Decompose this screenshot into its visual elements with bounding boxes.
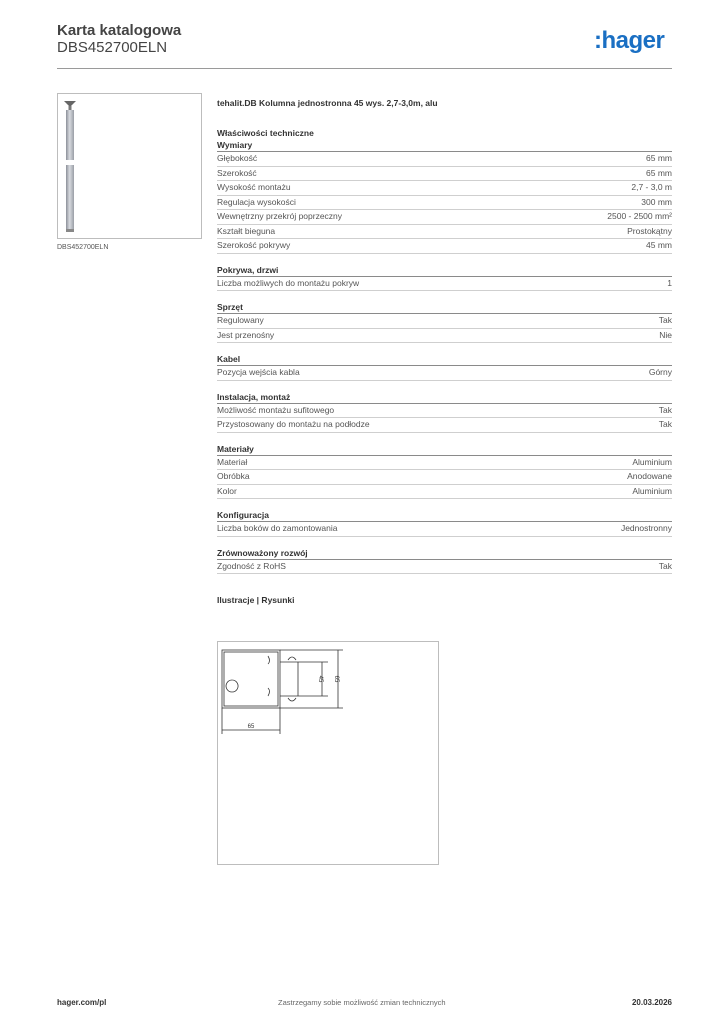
- dim-height-label: 65: [333, 675, 339, 683]
- spec-label: Regulowany: [217, 315, 264, 325]
- spec-row: [217, 277, 672, 292]
- product-image-caption: DBS452700ELN: [57, 244, 109, 251]
- spec-row: [217, 314, 672, 329]
- spec-label: Pozycja wejścia kabla: [217, 367, 300, 377]
- spec-label: Głębokość: [217, 153, 258, 163]
- spec-row: [217, 167, 672, 182]
- section-title: Wymiary: [217, 139, 672, 152]
- spec-label: Przystosowany do montażu na podłodze: [217, 419, 370, 429]
- spec-row: [217, 404, 672, 419]
- spec-value: Górny: [648, 367, 672, 377]
- spec-value: Anodowane: [627, 471, 672, 481]
- dim-width-label: 65: [247, 724, 255, 730]
- spec-value: 45 mm: [646, 240, 672, 250]
- section-title: Konfiguracja: [217, 509, 672, 522]
- spec-label: Obróbka: [217, 471, 250, 481]
- spec-value: 1: [667, 277, 672, 288]
- spec-row: [217, 470, 672, 485]
- spec-row: [217, 366, 672, 381]
- spec-value: Tak: [658, 419, 672, 429]
- spec-value: Nie: [659, 329, 672, 340]
- spec-label: Możliwość montażu sufitowego: [217, 404, 335, 415]
- spec-value: Tak: [658, 315, 672, 325]
- spec-row: [217, 239, 672, 254]
- footer-disclaimer: Zastrzegamy sobie możliwość zmian technicznych: [278, 998, 446, 1007]
- spec-section: [217, 547, 672, 575]
- spec-label: Wysokość montażu: [217, 182, 291, 192]
- spec-row: [217, 329, 672, 344]
- spec-label: Regulacja wysokości: [217, 196, 296, 207]
- tech-properties-heading: Właściwości techniczne: [217, 128, 314, 138]
- spec-section: [217, 264, 672, 292]
- product-image: [57, 93, 202, 239]
- footer-date: 20.03.2026: [631, 998, 672, 1007]
- spec-row: [217, 485, 672, 500]
- header-divider: [57, 68, 672, 69]
- section-title: Materiały: [217, 443, 672, 456]
- column-product-icon: [58, 94, 201, 238]
- spec-label: Liczba możliwych do montażu pokryw: [217, 277, 360, 288]
- section-title: Pokrywa, drzwi: [217, 264, 672, 277]
- section-title: Sprzęt: [217, 301, 672, 314]
- spec-row: [217, 210, 672, 225]
- spec-row: [217, 418, 672, 433]
- spec-sections: [217, 139, 672, 574]
- spec-section: [217, 353, 672, 381]
- hager-logo[interactable]: [594, 27, 664, 55]
- spec-label: Wewnętrzny przekrój poprzeczny: [217, 211, 343, 221]
- logo-text: hager: [601, 27, 665, 54]
- spec-label: Kształt bieguna: [217, 225, 276, 236]
- spec-section: [217, 443, 672, 500]
- spec-label: Liczba boków do zamontowania: [217, 523, 338, 533]
- spec-row: [217, 196, 672, 211]
- spec-section: [217, 509, 672, 537]
- spec-label: Kolor: [217, 485, 237, 496]
- spec-row: [217, 560, 672, 575]
- spec-row: [217, 225, 672, 240]
- cross-section-drawing: [218, 642, 438, 864]
- section-title: Kabel: [217, 353, 672, 366]
- spec-row: [217, 522, 672, 537]
- spec-row: [217, 152, 672, 167]
- spec-label: Szerokość pokrywy: [217, 240, 291, 250]
- spec-label: Jest przenośny: [217, 329, 275, 340]
- dim-cover-label: 45: [317, 675, 323, 683]
- spec-value: Jednostronny: [620, 523, 672, 533]
- logo-colon-icon: :: [594, 27, 602, 54]
- spec-section: [217, 139, 672, 254]
- spec-label: Szerokość: [217, 167, 257, 178]
- spec-section: [217, 391, 672, 433]
- spec-row: [217, 181, 672, 196]
- illustrations-heading: Ilustracje | Rysunki: [217, 595, 295, 605]
- spec-value: 2,7 - 3,0 m: [631, 182, 672, 192]
- spec-row: [217, 456, 672, 471]
- illustration-drawing: [217, 641, 439, 865]
- spec-value: Tak: [658, 404, 672, 415]
- section-title: Zrównoważony rozwój: [217, 547, 672, 560]
- spec-value: Aluminium: [632, 456, 672, 467]
- spec-section: [217, 301, 672, 343]
- section-title: Instalacja, montaż: [217, 391, 672, 404]
- spec-value: Aluminium: [632, 485, 672, 496]
- spec-value: Prostokątny: [627, 225, 672, 236]
- page-title: Karta katalogowa: [57, 22, 182, 39]
- spec-value: 300 mm: [641, 196, 672, 207]
- footer-website-link[interactable]: hager.com/pl: [57, 998, 107, 1007]
- spec-value: 65 mm: [646, 167, 672, 178]
- main-content: [217, 96, 672, 606]
- product-description: tehalit.DB Kolumna jednostronna 45 wys. 2,7-3,0m, alu: [217, 98, 438, 108]
- spec-value: Tak: [658, 560, 672, 571]
- spec-value: 2500 - 2500 mm²: [607, 211, 672, 221]
- product-code: DBS452700ELN: [57, 39, 168, 56]
- spec-value: 65 mm: [646, 153, 672, 163]
- spec-label: Materiał: [217, 456, 248, 467]
- spec-label: Zgodność z RoHS: [217, 560, 286, 571]
